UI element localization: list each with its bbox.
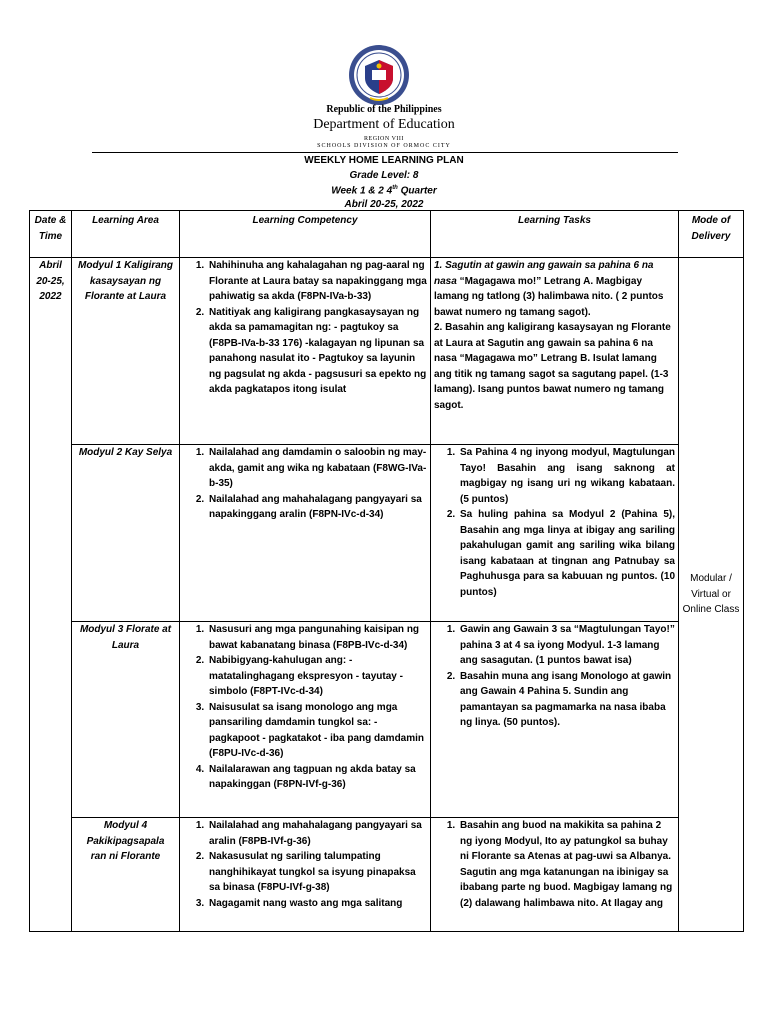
list-item: 1. Nasusuri ang mga pangunahing kaisipan ng bawat kabanatang binasa (F8PB-IVc-d-34) xyxy=(207,622,427,653)
list-item: 1. Gawin ang Gawain 3 sa “Magtulungan Tayo!” pahina 3 at 4 sa iyong Modyul. 1-3 lamang ang sasagutan. (1 puntos bawat isa) xyxy=(458,622,675,669)
week-quarter: Week 1 & 2 4th Quarter xyxy=(331,185,437,197)
mode-of-delivery-cell: Modular / Virtual or Online Class xyxy=(679,258,744,932)
header-learning-tasks: Learning Tasks xyxy=(431,211,679,258)
competency-cell xyxy=(180,622,431,818)
table-header-row xyxy=(30,211,744,258)
task-item: 2. Basahin ang kaligirang kasaysayan ng Florante at Laura at Sagutin ang gawain sa pahina 6 na nasa “Magagawa mo” Letrang B. Isulat lamang ang titik ng tamang sagot sa sagutang papel. (1-3 lamang). Isang puntos bawat numero ng tamang sagot. xyxy=(434,322,671,411)
learning-area-cell: Modyul 1 Kaligirang kasaysayan ng Florante at Laura xyxy=(72,258,180,445)
list-item: 1. Basahin ang buod na makikita sa pahina 2 ng iyong Modyul, Ito ay patungkol sa buhay ni Florante sa Atenas at pag-uwi sa Albanya. Sagutin ang mga katanungan na ibinigay sa ibabang parte ng buod. Magbigay lamang ng (2) dalawang halimbawa nito. At Ilagay ang xyxy=(458,818,675,911)
plan-dates: Abril 20-25, 2022 xyxy=(344,199,424,210)
table-row xyxy=(30,258,744,445)
competency-cell xyxy=(180,818,431,932)
list-item: 2. Nabibigyang-kahulugan ang: - matatalinghagang ekspresyon - tayutay - simbolo (F8PT-IVc-d-34) xyxy=(207,653,427,700)
learning-area-cell: Modyul 2 Kay Selya xyxy=(72,445,180,622)
list-item: 2. Basahin muna ang isang Monologo at gawin ang Gawain 4 Pahina 5. Sundin ang pamantayan sa pagmamarka na nasa ibaba ng linya. (50 puntos). xyxy=(458,669,675,731)
list-item: 4. Nailalarawan ang tagpuan ng akda batay sa napakinggan (F8PN-IVf-g-36) xyxy=(207,762,427,793)
header-learning-area: Learning Area xyxy=(72,211,180,258)
list-item: 2. Nailalahad ang mahahalagang pangyayari sa napakinggang aralin (F8PN-IVc-d-34) xyxy=(207,492,427,523)
grade-level: Grade Level: 8 xyxy=(349,170,419,181)
tasks-cell xyxy=(431,445,679,622)
header-learning-competency: Learning Competency xyxy=(180,211,431,258)
learning-area-cell: Modyul 3 Florate at Laura xyxy=(72,622,180,818)
list-item: 2. Natitiyak ang kaligirang pangkasaysayan ng akda sa pamamagitan ng: - pagtukoy sa (F8PB-IVa-b-33 176) -kalagayan ng lipunan sa panahong nasulat ito - Pagtukoy sa layunin ng pagsulat ng akda - pagsusuri sa epekto ng akda pagkatapos itong isulat xyxy=(207,305,427,398)
list-item: 3. Nagagamit nang wasto ang mga salitang xyxy=(207,896,427,912)
list-item: 1. Sa Pahina 4 ng inyong modyul, Magtulungan Tayo! Basahin ang isang saknong at magbigay ng isang uri ng wikang kabataan. (5 puntos) xyxy=(458,445,675,507)
republic-heading: Republic of the Philippines xyxy=(326,104,442,115)
deped-seal-logo xyxy=(348,44,410,106)
list-item: 2. Sa huling pahina sa Modyul 2 (Pahina 5), Basahin ang mga linya at ibigay ang sariling pakahulugan gamit ang sariling wika bilang isang kabataan at tingnan ang Patnubay sa Paghuhusga para sa kabuuan ng puntos. (10 puntos) xyxy=(458,507,675,600)
list-item: 2. Nakasusulat ng sariling talumpating nanghihikayat tungkol sa isyung pinapaksa sa binasa (F8PU-IVf-g-38) xyxy=(207,849,427,896)
header-mode-of-delivery: Mode of Delivery xyxy=(679,211,744,258)
list-item: 3. Naisusulat sa isang monologo ang mga pansariling damdamin tungkol sa: - pagkapoot - pagkatakot - iba pang damdamin (F8PU-IVc-d-36) xyxy=(207,700,427,762)
header-date: Date & Time xyxy=(30,211,72,258)
department-heading: Department of Education xyxy=(313,117,455,132)
learning-plan-table xyxy=(29,210,744,932)
table-row xyxy=(30,445,744,622)
learning-area-cell: Modyul 4 Pakikipagsapala ran ni Florante xyxy=(72,818,180,932)
header-divider xyxy=(92,152,678,153)
list-item: 1. Nailalahad ang damdamin o saloobin ng may- akda, gamit ang wika ng kabataan (F8WG-IVa-b-35) xyxy=(207,445,427,492)
table-row xyxy=(30,622,744,818)
plan-title: WEEKLY HOME LEARNING PLAN xyxy=(304,155,464,166)
task-item: 1. Sagutin at gawin ang gawain sa pahina 6 na nasa “Magagawa mo!” Letrang A. Magbigay lamang ng tatlong (3) halimbawa nito. ( 2 puntos bawat numero ng tamang sagot). xyxy=(434,260,664,318)
table-row xyxy=(30,818,744,932)
list-item: 1. Nailalahad ang mahahalagang pangyayari sa aralin (F8PB-IVf-g-36) xyxy=(207,818,427,849)
division-heading: SCHOOLS DIVISION OF ORMOC CITY xyxy=(317,143,451,149)
list-item: 1. Nahihinuha ang kahalagahan ng pag-aaral ng Florante at Laura batay sa napakinggang mga pahiwatig sa akda (F8PN-IVa-b-33) xyxy=(207,258,427,305)
competency-cell xyxy=(180,445,431,622)
region-heading: REGION VIII xyxy=(364,136,404,142)
competency-cell xyxy=(180,258,431,445)
tasks-cell xyxy=(431,622,679,818)
tasks-cell xyxy=(431,258,679,445)
tasks-cell xyxy=(431,818,679,932)
date-cell: Abril 20-25, 2022 xyxy=(30,258,72,932)
